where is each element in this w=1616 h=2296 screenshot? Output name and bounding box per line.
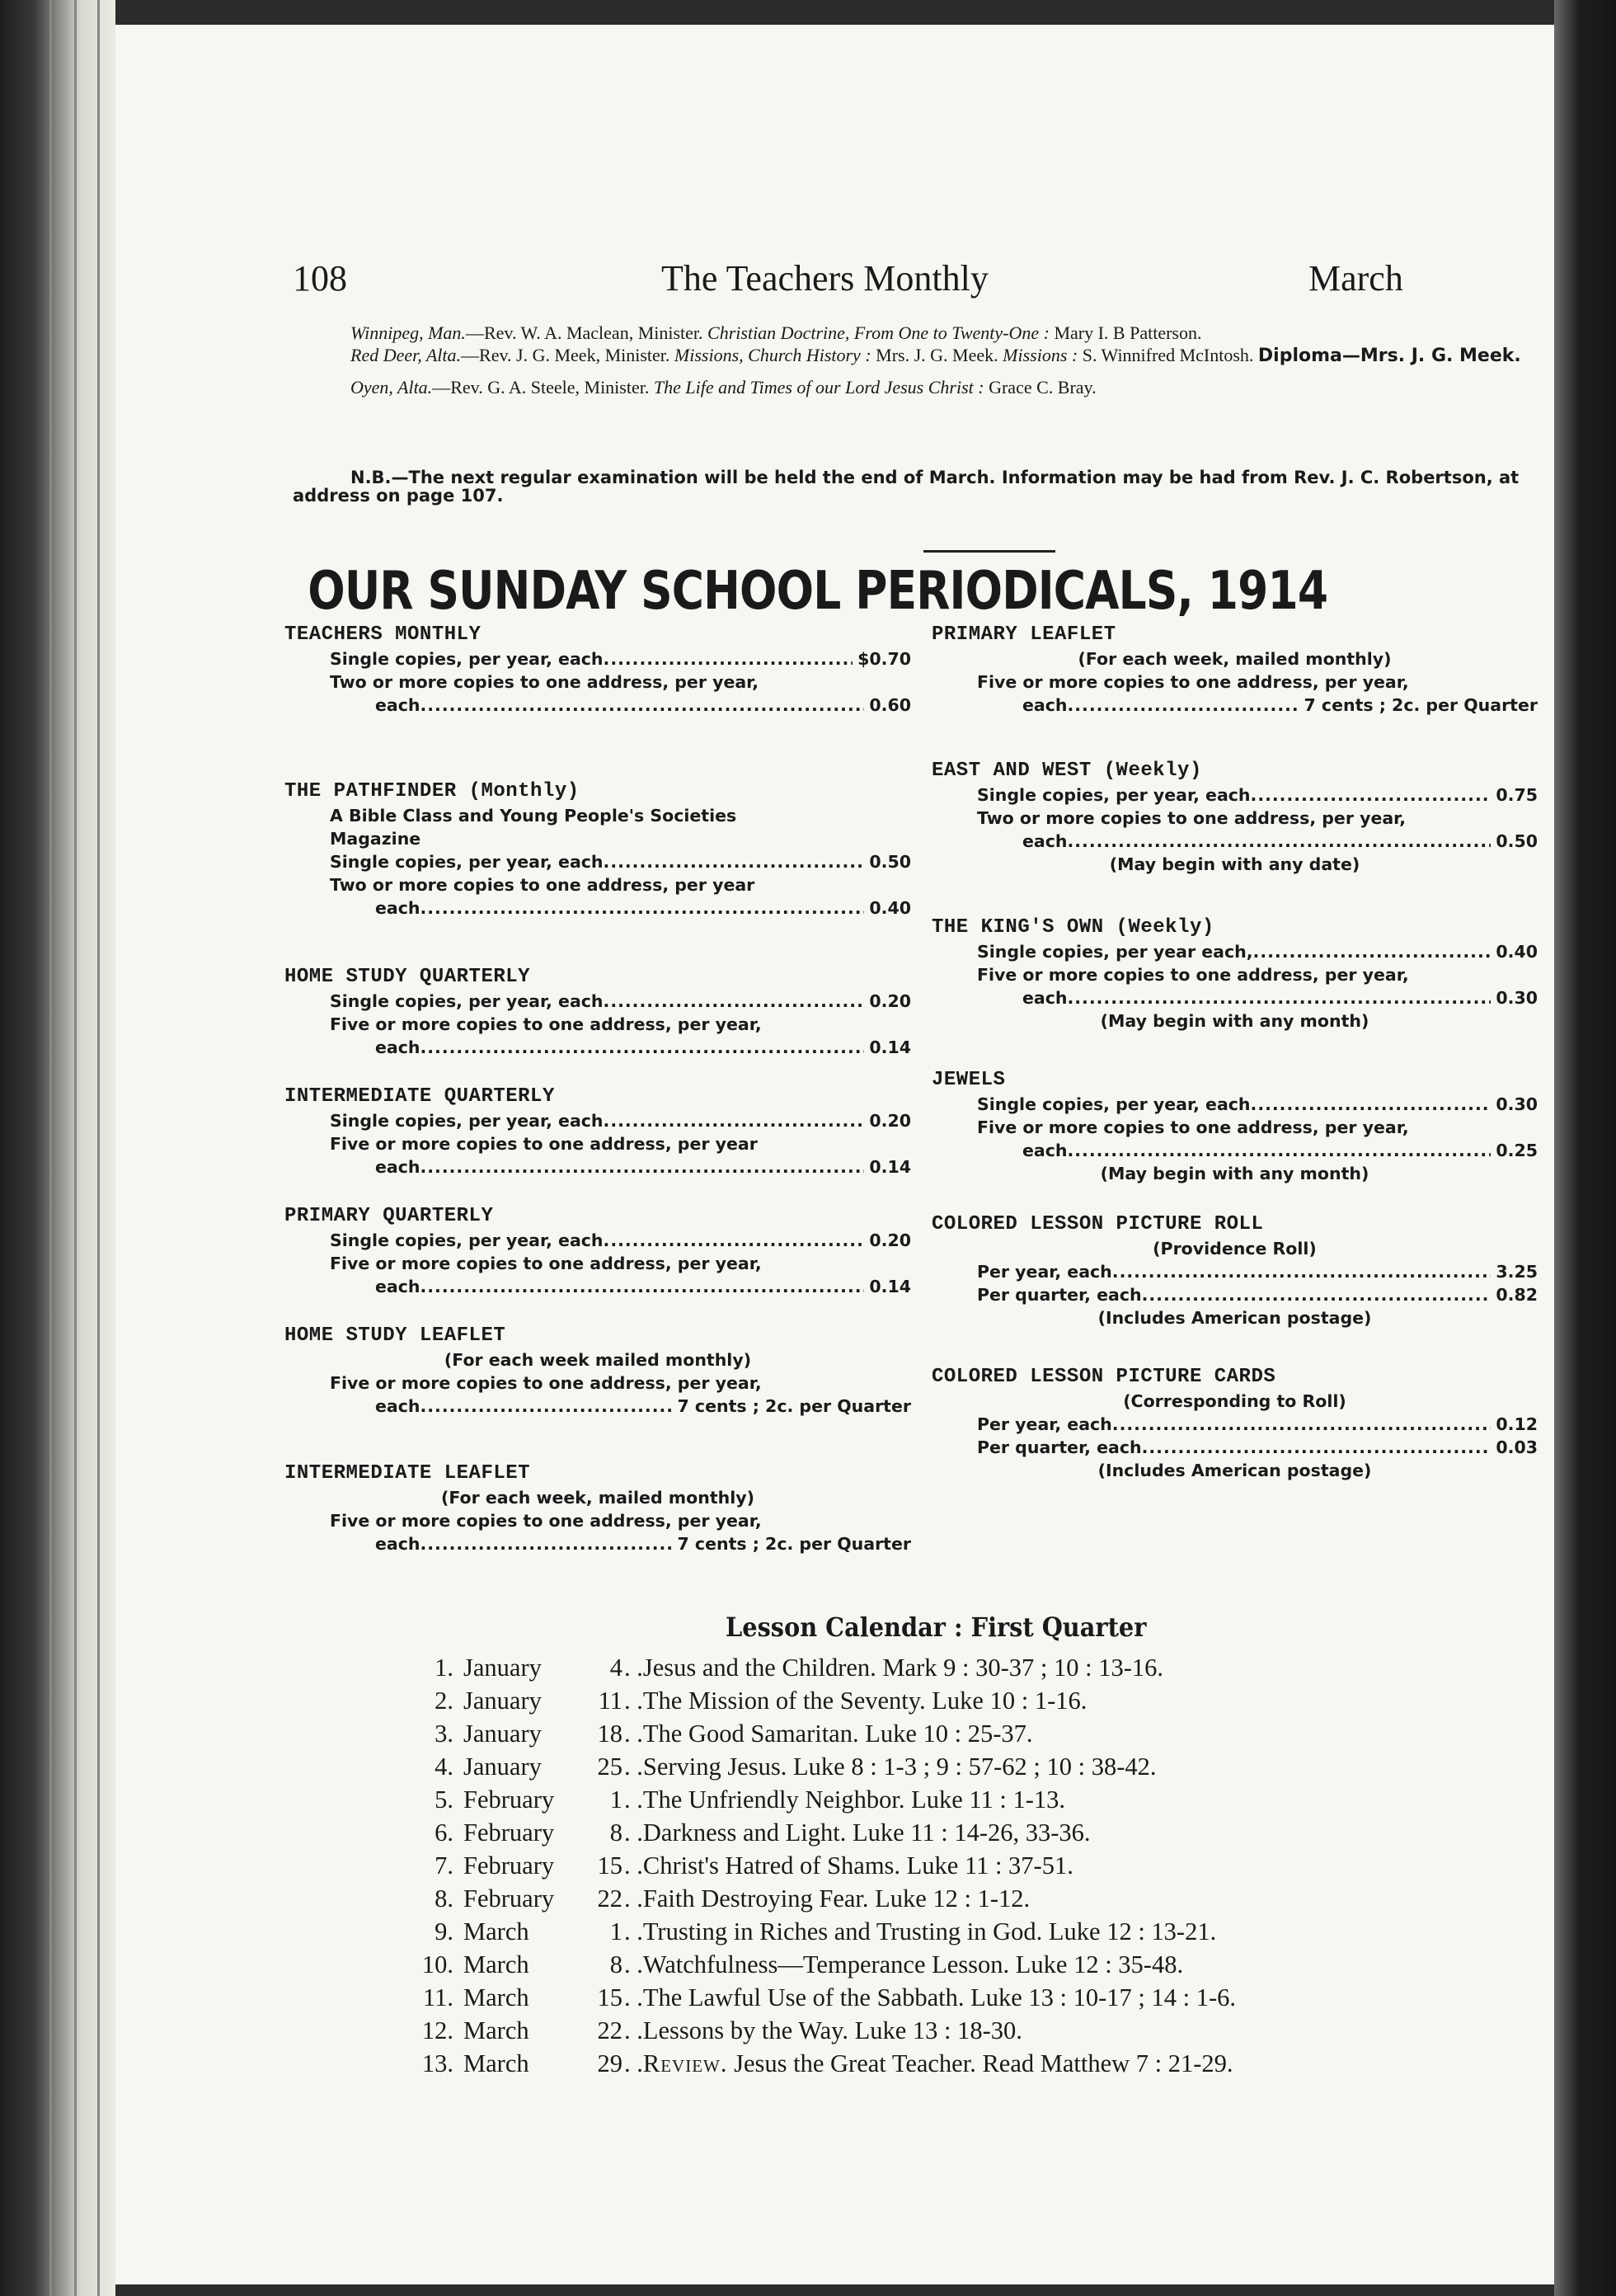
lesson-month: March bbox=[463, 1917, 529, 1945]
lesson-month: January bbox=[463, 1720, 542, 1748]
lesson-month: January bbox=[463, 1753, 542, 1781]
price-label: Two or more copies to one address, per year bbox=[330, 875, 755, 895]
price-label: Five or more copies to one address, per year, bbox=[977, 672, 1409, 692]
page-edge-line bbox=[49, 0, 52, 2296]
price-label: each bbox=[375, 695, 420, 715]
lesson-month: February bbox=[463, 1884, 555, 1913]
lesson-row bbox=[400, 1882, 1236, 1915]
lesson-topic: . .The Lawful Use of the Sabbath. Luke 13 : 10-17 ; 14 : 1-6. bbox=[624, 1983, 1237, 2011]
lesson-topic: . .Darkness and Light. Luke 11 : 14-26, 33-36. bbox=[624, 1818, 1091, 1847]
periodical-name: COLORED LESSON PICTURE CARDS bbox=[932, 1366, 1276, 1388]
lesson-topic: . .Review. Jesus the Great Teacher. Read Matthew 7 : 21-29. bbox=[624, 2049, 1233, 2077]
price-line bbox=[284, 1371, 911, 1395]
periodical-name: COLORED LESSON PICTURE ROLL bbox=[932, 1213, 1264, 1235]
price-line bbox=[932, 940, 1538, 963]
lesson-day: 22 bbox=[597, 2016, 622, 2044]
price-line bbox=[932, 1139, 1538, 1162]
lesson-month: March bbox=[463, 1983, 529, 2011]
periodical-entry bbox=[284, 1204, 911, 1298]
periodical-note: (May begin with any month) bbox=[1100, 1164, 1369, 1183]
price-value: 0.03 bbox=[1496, 1437, 1538, 1457]
price-label: Per quarter, each bbox=[977, 1285, 1142, 1305]
price-label: Two or more copies to one address, per year, bbox=[977, 808, 1407, 828]
leader-dots bbox=[420, 1036, 864, 1059]
lesson-text: Lessons by the Way. Luke 13 : 18-30. bbox=[642, 2016, 1022, 2044]
price-value: 0.14 bbox=[869, 1037, 911, 1057]
leader-dots bbox=[604, 850, 865, 873]
lesson-text: The Unfriendly Neighbor. Luke 11 : 1-13. bbox=[642, 1786, 1066, 1814]
periodical-name: JEWELS bbox=[932, 1069, 1006, 1091]
price-line bbox=[284, 1109, 911, 1132]
lesson-day: 22 bbox=[597, 1884, 622, 1913]
periodical-name: PRIMARY QUARTERLY bbox=[284, 1205, 494, 1227]
leader-dots bbox=[420, 1275, 864, 1298]
lesson-text: The Mission of the Seventy. Luke 10 : 1-16. bbox=[642, 1687, 1088, 1715]
price-label: Single copies, per year, each bbox=[330, 649, 604, 669]
lesson-month: January bbox=[463, 1654, 542, 1682]
price-label: Single copies, per year, each bbox=[977, 785, 1251, 805]
lesson-number: 5. bbox=[435, 1786, 453, 1814]
lesson-number: 4. bbox=[435, 1753, 453, 1781]
price-label: Five or more copies to one address, per year bbox=[330, 1134, 758, 1154]
price-line bbox=[932, 1093, 1538, 1116]
price-label: each bbox=[375, 1396, 420, 1416]
leader-dots bbox=[1142, 1436, 1492, 1459]
price-line bbox=[284, 1532, 911, 1555]
lesson-number: 2. bbox=[435, 1687, 453, 1715]
scan-right-shadow bbox=[1554, 0, 1616, 2296]
price-line bbox=[932, 783, 1538, 807]
leader-dots bbox=[420, 1395, 672, 1418]
document-page bbox=[115, 25, 1554, 2284]
leader-dots bbox=[1112, 1413, 1492, 1436]
lesson-topic: . .Serving Jesus. Luke 8 : 1-3 ; 9 : 57-62 ; 10 : 38-42. bbox=[624, 1753, 1157, 1781]
lesson-topic: . .Lessons by the Way. Luke 13 : 18-30. bbox=[624, 2016, 1022, 2044]
price-value: 7 cents ; 2c. per Quarter bbox=[677, 1534, 911, 1554]
price-value: 0.30 bbox=[1496, 1094, 1538, 1114]
lesson-number: 12. bbox=[421, 2016, 453, 2044]
leader-dots bbox=[1253, 940, 1492, 963]
lesson-row bbox=[400, 1915, 1236, 1948]
leader-dots bbox=[420, 896, 864, 920]
price-label: each bbox=[375, 1037, 420, 1057]
leader-dots bbox=[604, 647, 853, 670]
lesson-text: Darkness and Light. Luke 11 : 14-26, 33-36. bbox=[642, 1818, 1091, 1847]
price-label: Per quarter, each bbox=[977, 1437, 1142, 1457]
exam-note: Red Deer, Alta.—Rev. J. G. Meek, Minister. Missions, Church History : Mrs. J. G. Meek. Missions : S. Winnifred McIntosh. Diploma—Mrs. J. G. Meek. bbox=[350, 345, 1521, 366]
lesson-text: Watchfulness—Temperance Lesson. Luke 12 : 35-48. bbox=[642, 1950, 1184, 1978]
price-line bbox=[284, 827, 911, 850]
price-label: Single copies, per year, each bbox=[330, 1230, 604, 1250]
page-number: 108 bbox=[293, 258, 347, 299]
periodical-note: (Corresponding to Roll) bbox=[1123, 1391, 1346, 1411]
price-value: 0.40 bbox=[869, 898, 911, 918]
periodical-note: (May begin with any month) bbox=[1100, 1011, 1369, 1031]
price-value: 7 cents ; 2c. per Quarter bbox=[1304, 695, 1538, 715]
price-label: Per year, each bbox=[977, 1262, 1112, 1282]
price-line bbox=[932, 1413, 1538, 1436]
periodical-name: HOME STUDY QUARTERLY bbox=[284, 966, 531, 988]
price-value: 0.20 bbox=[869, 1111, 911, 1131]
leader-dots bbox=[420, 1532, 672, 1555]
price-label: Two or more copies to one address, per year, bbox=[330, 672, 759, 692]
price-line bbox=[932, 963, 1538, 986]
price-line bbox=[284, 1229, 911, 1252]
lesson-text: Jesus and the Children. Mark 9 : 30-37 ; 10 : 13-16. bbox=[642, 1654, 1163, 1682]
periodical-name: INTERMEDIATE QUARTERLY bbox=[284, 1085, 555, 1108]
price-line bbox=[932, 1116, 1538, 1139]
periodical-name: EAST AND WEST (Weekly) bbox=[932, 760, 1202, 782]
price-label: Single copies, per year each, bbox=[977, 942, 1253, 962]
lesson-month: February bbox=[463, 1818, 555, 1847]
price-label: each bbox=[1022, 695, 1068, 715]
lesson-day: 15 bbox=[597, 1851, 622, 1880]
page-edge-line bbox=[74, 0, 77, 2296]
price-line bbox=[284, 1013, 911, 1036]
periodical-name: THE PATHFINDER (Monthly) bbox=[284, 780, 580, 802]
periodical-entry bbox=[932, 1068, 1538, 1185]
price-line bbox=[932, 1260, 1538, 1283]
lesson-day: 8 bbox=[609, 1818, 622, 1847]
periodical-entry bbox=[284, 1084, 911, 1179]
price-label: Single copies, per year, each bbox=[330, 1111, 604, 1131]
periodical-note: (May begin with any date) bbox=[1109, 854, 1360, 874]
price-line bbox=[932, 1283, 1538, 1306]
price-value: 0.50 bbox=[869, 852, 911, 872]
lesson-row bbox=[400, 1750, 1236, 1783]
price-label: A Bible Class and Young People's Societies bbox=[330, 806, 737, 826]
periodical-entry bbox=[932, 623, 1538, 717]
price-line bbox=[284, 1275, 911, 1298]
lesson-number: 9. bbox=[435, 1917, 453, 1945]
lesson-text: The Lawful Use of the Sabbath. Luke 13 : 10-17 ; 14 : 1-6. bbox=[642, 1983, 1237, 2011]
lesson-calendar-list bbox=[400, 1651, 1236, 2080]
price-label: each bbox=[375, 1277, 420, 1296]
price-label: Five or more copies to one address, per year, bbox=[330, 1254, 762, 1273]
price-line bbox=[932, 670, 1538, 694]
price-value: 7 cents ; 2c. per Quarter bbox=[677, 1396, 911, 1416]
price-value: 0.14 bbox=[869, 1277, 911, 1296]
periodical-note: (For each week, mailed monthly) bbox=[1078, 649, 1392, 669]
lesson-row bbox=[400, 1981, 1236, 2014]
price-value: 0.14 bbox=[869, 1157, 911, 1177]
leader-dots bbox=[1142, 1283, 1492, 1306]
price-line bbox=[932, 807, 1538, 830]
exam-note: Oyen, Alta.—Rev. G. A. Steele, Minister. The Life and Times of our Lord Jesus Christ : Grace C. Bray. bbox=[350, 377, 1097, 398]
price-label: Five or more copies to one address, per year, bbox=[330, 1511, 762, 1531]
price-value: $0.70 bbox=[857, 649, 911, 669]
periodical-name: INTERMEDIATE LEAFLET bbox=[284, 1462, 531, 1484]
lesson-topic: . .Faith Destroying Fear. Luke 12 : 1-12. bbox=[624, 1884, 1031, 1913]
price-line bbox=[932, 986, 1538, 1009]
lesson-text: Trusting in Riches and Trusting in God. Luke 12 : 13-21. bbox=[642, 1917, 1217, 1945]
lesson-number: 6. bbox=[435, 1818, 453, 1847]
lesson-topic: . .Jesus and the Children. Mark 9 : 30-37 ; 10 : 13-16. bbox=[624, 1654, 1163, 1682]
price-value: 0.82 bbox=[1496, 1285, 1538, 1305]
leader-dots bbox=[604, 1229, 865, 1252]
lesson-number: 13. bbox=[421, 2049, 453, 2077]
running-month: March bbox=[1308, 258, 1403, 299]
price-line bbox=[932, 1436, 1538, 1459]
leader-dots bbox=[1251, 783, 1492, 807]
price-line bbox=[284, 1036, 911, 1059]
lesson-row bbox=[400, 1684, 1236, 1717]
price-line bbox=[284, 1252, 911, 1275]
price-label: each bbox=[375, 1534, 420, 1554]
periodical-name: PRIMARY LEAFLET bbox=[932, 623, 1116, 646]
price-label: Five or more copies to one address, per year, bbox=[330, 1014, 762, 1034]
periodical-entry bbox=[284, 779, 911, 920]
nb-notice: N.B.—The next regular examination will be held the end of March. Information may be had from Rev. J. C. Robertson, at address on page 107. bbox=[293, 468, 1520, 506]
lesson-month: March bbox=[463, 2016, 529, 2044]
periodical-entry bbox=[932, 1365, 1538, 1482]
leader-dots bbox=[1067, 694, 1299, 717]
price-line bbox=[932, 694, 1538, 717]
lesson-day: 4 bbox=[609, 1654, 622, 1682]
price-label: each bbox=[1022, 988, 1068, 1008]
lesson-row bbox=[400, 1783, 1236, 1816]
lesson-row bbox=[400, 2014, 1236, 2047]
lesson-day: 15 bbox=[597, 1983, 622, 2011]
periodical-entry bbox=[932, 915, 1538, 1033]
lesson-month: March bbox=[463, 2049, 529, 2077]
periodical-entry bbox=[284, 1461, 911, 1555]
periodical-note: (Providence Roll) bbox=[1153, 1239, 1317, 1259]
lesson-text: Christ's Hatred of Shams. Luke 11 : 37-51. bbox=[642, 1851, 1073, 1880]
lesson-text: Serving Jesus. Luke 8 : 1-3 ; 9 : 57-62 ; 10 : 38-42. bbox=[642, 1753, 1157, 1781]
price-value: 0.12 bbox=[1496, 1414, 1538, 1434]
periodical-name: HOME STUDY LEAFLET bbox=[284, 1324, 506, 1347]
price-label: Five or more copies to one address, per year, bbox=[330, 1373, 762, 1393]
lesson-number: 1. bbox=[435, 1654, 453, 1682]
price-label: Five or more copies to one address, per year, bbox=[977, 1117, 1409, 1137]
price-line bbox=[284, 1155, 911, 1179]
leader-dots bbox=[420, 694, 864, 717]
lesson-month: February bbox=[463, 1786, 555, 1814]
price-line bbox=[284, 850, 911, 873]
price-label: Per year, each bbox=[977, 1414, 1112, 1434]
periodical-entry bbox=[932, 1212, 1538, 1329]
lesson-row bbox=[400, 1816, 1236, 1849]
periodical-note: (For each week, mailed monthly) bbox=[441, 1488, 754, 1508]
periodical-name: TEACHERS MONTHLY bbox=[284, 623, 482, 646]
price-line bbox=[284, 1395, 911, 1418]
section-rule bbox=[923, 550, 1055, 553]
lesson-topic: . .The Mission of the Seventy. Luke 10 : 1-16. bbox=[624, 1687, 1088, 1715]
lesson-row bbox=[400, 1849, 1236, 1882]
price-line bbox=[284, 1509, 911, 1532]
lesson-month: January bbox=[463, 1687, 542, 1715]
lesson-topic: . .Trusting in Riches and Trusting in God. Luke 12 : 13-21. bbox=[624, 1917, 1217, 1945]
lesson-text: Faith Destroying Fear. Luke 12 : 1-12. bbox=[642, 1884, 1031, 1913]
lesson-day: 18 bbox=[597, 1720, 622, 1748]
leader-dots bbox=[1067, 986, 1491, 1009]
price-label: Single copies, per year, each bbox=[977, 1094, 1251, 1114]
leader-dots bbox=[604, 1109, 865, 1132]
periodical-name: THE KING'S OWN (Weekly) bbox=[932, 916, 1214, 939]
price-value: 0.50 bbox=[1496, 831, 1538, 851]
lesson-number: 10. bbox=[421, 1950, 453, 1978]
lesson-day: 8 bbox=[609, 1950, 622, 1978]
lesson-day: 11 bbox=[598, 1687, 622, 1715]
lesson-review-label: Review. bbox=[642, 2049, 728, 2077]
price-label: each bbox=[375, 898, 420, 918]
periodical-entry bbox=[284, 1324, 911, 1418]
leader-dots bbox=[1251, 1093, 1492, 1116]
price-value: 0.20 bbox=[869, 1230, 911, 1250]
price-label: Five or more copies to one address, per year, bbox=[977, 965, 1409, 985]
running-title: The Teachers Monthly bbox=[661, 258, 989, 299]
price-label: Single copies, per year, each bbox=[330, 852, 604, 872]
price-value: 3.25 bbox=[1496, 1262, 1538, 1282]
lesson-month: March bbox=[463, 1950, 529, 1978]
periodical-note: (Includes American postage) bbox=[1097, 1308, 1372, 1328]
leader-dots bbox=[604, 990, 865, 1013]
price-value: 0.20 bbox=[869, 991, 911, 1011]
exam-note: Winnipeg, Man.—Rev. W. A. Maclean, Minister. Christian Doctrine, From One to Twenty-One : Mary I. B Patterson. bbox=[350, 322, 1202, 343]
scan-binding-shadow bbox=[0, 0, 115, 2296]
price-line bbox=[284, 694, 911, 717]
price-line bbox=[284, 804, 911, 827]
lesson-number: 3. bbox=[435, 1720, 453, 1748]
lesson-day: 29 bbox=[597, 2049, 622, 2077]
lesson-month: February bbox=[463, 1851, 555, 1880]
lesson-text: Jesus the Great Teacher. Read Matthew 7 : 21-29. bbox=[727, 2049, 1233, 2077]
price-line bbox=[284, 896, 911, 920]
lesson-topic: . .The Unfriendly Neighbor. Luke 11 : 1-13. bbox=[624, 1786, 1066, 1814]
lesson-number: 7. bbox=[435, 1851, 453, 1880]
price-line bbox=[284, 873, 911, 896]
price-label: Magazine bbox=[330, 829, 421, 849]
price-value: 0.60 bbox=[869, 695, 911, 715]
periodical-note: (Includes American postage) bbox=[1097, 1461, 1372, 1480]
exam-notes bbox=[293, 323, 1521, 398]
price-value: 0.30 bbox=[1496, 988, 1538, 1008]
lesson-calendar-title: Lesson Calendar : First Quarter bbox=[726, 1611, 1147, 1643]
price-value: 0.40 bbox=[1496, 942, 1538, 962]
lesson-topic: . .Christ's Hatred of Shams. Luke 11 : 37-51. bbox=[624, 1851, 1073, 1880]
lesson-topic: . .Watchfulness—Temperance Lesson. Luke 12 : 35-48. bbox=[624, 1950, 1184, 1978]
price-line bbox=[284, 1132, 911, 1155]
lesson-row bbox=[400, 1651, 1236, 1684]
periodical-note: (For each week mailed monthly) bbox=[444, 1350, 752, 1370]
price-label: Single copies, per year, each bbox=[330, 991, 604, 1011]
lesson-day: 25 bbox=[597, 1753, 622, 1781]
price-label: each bbox=[1022, 1141, 1068, 1160]
lesson-row bbox=[400, 1948, 1236, 1981]
leader-dots bbox=[420, 1155, 864, 1179]
lesson-row bbox=[400, 1717, 1236, 1750]
lesson-topic: . .The Good Samaritan. Luke 10 : 25-37. bbox=[624, 1720, 1033, 1748]
periodical-entry bbox=[284, 965, 911, 1059]
page-edge-line bbox=[97, 0, 100, 2296]
lesson-day: 1 bbox=[609, 1786, 622, 1814]
price-value: 0.25 bbox=[1496, 1141, 1538, 1160]
price-label: each bbox=[1022, 831, 1068, 851]
price-value: 0.75 bbox=[1496, 785, 1538, 805]
leader-dots bbox=[1067, 830, 1491, 853]
lesson-number: 11. bbox=[423, 1983, 453, 2011]
price-label: each bbox=[375, 1157, 420, 1177]
price-line bbox=[284, 990, 911, 1013]
periodical-entry bbox=[284, 623, 911, 717]
lesson-row bbox=[400, 2047, 1236, 2080]
leader-dots bbox=[1112, 1260, 1492, 1283]
price-line bbox=[284, 647, 911, 670]
lesson-text: The Good Samaritan. Luke 10 : 25-37. bbox=[642, 1720, 1033, 1748]
lesson-number: 8. bbox=[435, 1884, 453, 1913]
lesson-day: 1 bbox=[609, 1917, 622, 1945]
price-line bbox=[284, 670, 911, 694]
periodicals-title: OUR SUNDAY SCHOOL PERIODICALS, 1914 bbox=[308, 561, 1328, 622]
leader-dots bbox=[1067, 1139, 1491, 1162]
periodical-entry bbox=[932, 759, 1538, 876]
price-line bbox=[932, 830, 1538, 853]
